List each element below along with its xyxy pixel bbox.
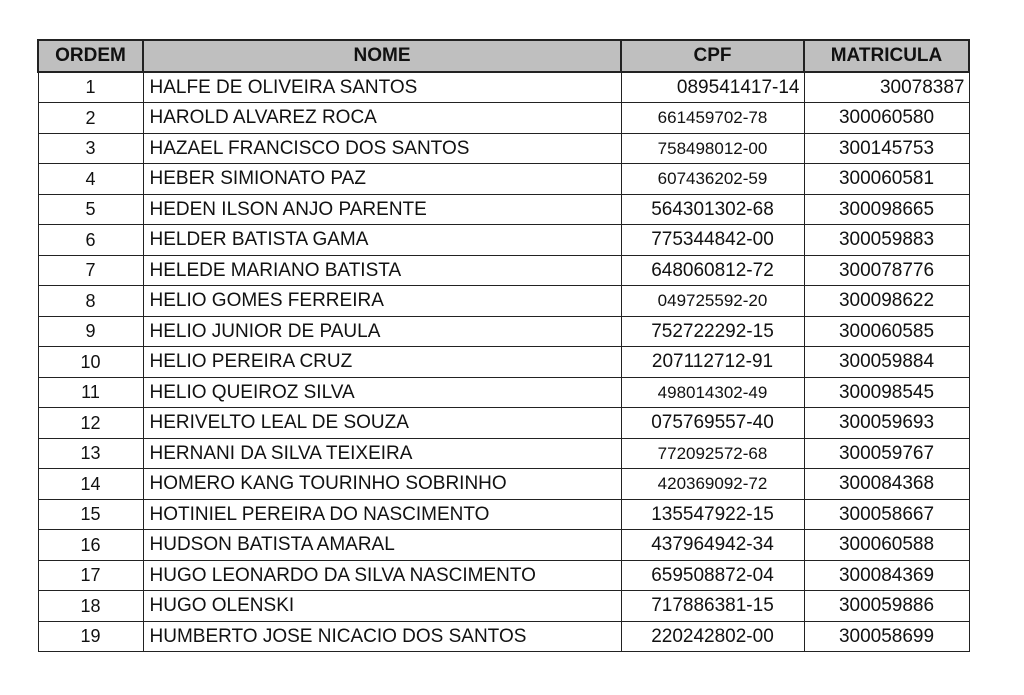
cell-matricula: 300060581 <box>804 164 969 195</box>
table-row <box>38 560 969 591</box>
cell-ordem: 2 <box>38 103 143 134</box>
cell-matricula: 300098545 <box>804 377 969 408</box>
cell-nome: HERIVELTO LEAL DE SOUZA <box>143 408 621 439</box>
cell-matricula: 300059886 <box>804 591 969 622</box>
cell-cpf: 775344842-00 <box>621 225 804 256</box>
cell-nome: HUMBERTO JOSE NICACIO DOS SANTOS <box>143 621 621 652</box>
table-row <box>38 347 969 378</box>
cell-nome: HEBER SIMIONATO PAZ <box>143 164 621 195</box>
table-row <box>38 621 969 652</box>
cell-ordem: 9 <box>38 316 143 347</box>
cell-ordem: 12 <box>38 408 143 439</box>
cell-nome: HUGO OLENSKI <box>143 591 621 622</box>
table-row <box>38 286 969 317</box>
cell-ordem: 15 <box>38 499 143 530</box>
table-row <box>38 194 969 225</box>
cell-ordem: 5 <box>38 194 143 225</box>
cell-matricula: 300060588 <box>804 530 969 561</box>
cell-cpf: 437964942-34 <box>621 530 804 561</box>
cell-ordem: 4 <box>38 164 143 195</box>
cell-matricula: 300059693 <box>804 408 969 439</box>
cell-ordem: 6 <box>38 225 143 256</box>
header-cpf: CPF <box>621 40 804 72</box>
table-row <box>38 469 969 500</box>
cell-matricula: 300058699 <box>804 621 969 652</box>
cell-matricula: 300145753 <box>804 133 969 164</box>
table-row <box>38 225 969 256</box>
cell-ordem: 13 <box>38 438 143 469</box>
cell-ordem: 7 <box>38 255 143 286</box>
cell-matricula: 300098665 <box>804 194 969 225</box>
table-row <box>38 164 969 195</box>
table-row <box>38 72 969 103</box>
cell-ordem: 3 <box>38 133 143 164</box>
header-ordem: ORDEM <box>38 40 143 72</box>
cell-matricula: 300060585 <box>804 316 969 347</box>
cell-nome: HELIO JUNIOR DE PAULA <box>143 316 621 347</box>
cell-nome: HALFE DE OLIVEIRA SANTOS <box>143 72 621 103</box>
cell-matricula: 300059883 <box>804 225 969 256</box>
cell-nome: HOTINIEL PEREIRA DO NASCIMENTO <box>143 499 621 530</box>
table-row <box>38 103 969 134</box>
cell-nome: HELIO QUEIROZ SILVA <box>143 377 621 408</box>
roster-table <box>37 39 970 652</box>
cell-ordem: 19 <box>38 621 143 652</box>
cell-cpf: 135547922-15 <box>621 499 804 530</box>
cell-matricula: 300059884 <box>804 347 969 378</box>
cell-nome: HAROLD ALVAREZ ROCA <box>143 103 621 134</box>
cell-ordem: 17 <box>38 560 143 591</box>
cell-cpf: 648060812-72 <box>621 255 804 286</box>
cell-cpf: 420369092-72 <box>621 469 804 500</box>
cell-cpf: 220242802-00 <box>621 621 804 652</box>
table-row <box>38 438 969 469</box>
cell-cpf: 089541417-14 <box>621 72 804 103</box>
cell-cpf: 607436202-59 <box>621 164 804 195</box>
cell-matricula: 30078387 <box>804 72 969 103</box>
table-row <box>38 530 969 561</box>
cell-cpf: 752722292-15 <box>621 316 804 347</box>
table-row <box>38 316 969 347</box>
cell-nome: HELIO GOMES FERREIRA <box>143 286 621 317</box>
cell-nome: HEDEN ILSON ANJO PARENTE <box>143 194 621 225</box>
cell-nome: HELIO PEREIRA CRUZ <box>143 347 621 378</box>
table-row <box>38 133 969 164</box>
table-row <box>38 255 969 286</box>
cell-matricula: 300098622 <box>804 286 969 317</box>
cell-nome: HUGO LEONARDO DA SILVA NASCIMENTO <box>143 560 621 591</box>
cell-cpf: 772092572-68 <box>621 438 804 469</box>
header-row <box>38 40 969 72</box>
cell-ordem: 14 <box>38 469 143 500</box>
cell-cpf: 075769557-40 <box>621 408 804 439</box>
cell-cpf: 049725592-20 <box>621 286 804 317</box>
cell-matricula: 300084369 <box>804 560 969 591</box>
table-row <box>38 499 969 530</box>
table-row <box>38 377 969 408</box>
cell-cpf: 717886381-15 <box>621 591 804 622</box>
cell-cpf: 661459702-78 <box>621 103 804 134</box>
cell-nome: HELDER BATISTA GAMA <box>143 225 621 256</box>
cell-nome: HAZAEL FRANCISCO DOS SANTOS <box>143 133 621 164</box>
cell-nome: HELEDE MARIANO BATISTA <box>143 255 621 286</box>
cell-nome: HERNANI DA SILVA TEIXEIRA <box>143 438 621 469</box>
cell-ordem: 8 <box>38 286 143 317</box>
cell-ordem: 11 <box>38 377 143 408</box>
cell-cpf: 659508872-04 <box>621 560 804 591</box>
cell-cpf: 207112712-91 <box>621 347 804 378</box>
cell-ordem: 18 <box>38 591 143 622</box>
header-matricula: MATRICULA <box>804 40 969 72</box>
cell-ordem: 10 <box>38 347 143 378</box>
cell-matricula: 300058667 <box>804 499 969 530</box>
table-row <box>38 591 969 622</box>
cell-matricula: 300084368 <box>804 469 969 500</box>
cell-ordem: 16 <box>38 530 143 561</box>
cell-matricula: 300059767 <box>804 438 969 469</box>
cell-nome: HOMERO KANG TOURINHO SOBRINHO <box>143 469 621 500</box>
table-row <box>38 408 969 439</box>
cell-cpf: 758498012-00 <box>621 133 804 164</box>
cell-matricula: 300078776 <box>804 255 969 286</box>
cell-cpf: 498014302-49 <box>621 377 804 408</box>
cell-matricula: 300060580 <box>804 103 969 134</box>
cell-nome: HUDSON BATISTA AMARAL <box>143 530 621 561</box>
header-nome: NOME <box>143 40 621 72</box>
cell-cpf: 564301302-68 <box>621 194 804 225</box>
cell-ordem: 1 <box>38 72 143 103</box>
